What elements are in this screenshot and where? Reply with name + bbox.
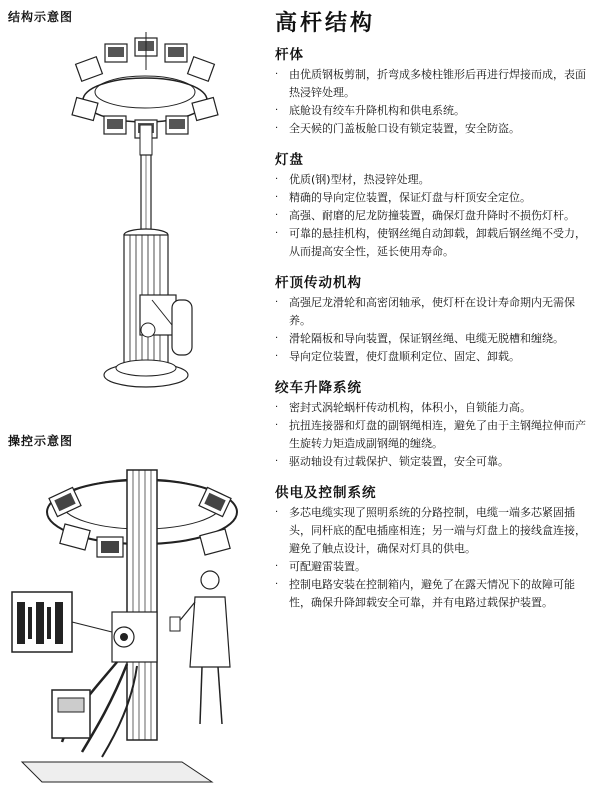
bullet-icon: · bbox=[275, 420, 279, 431]
list-item: · 密封式涡轮蜗杆传动机构，体积小，自锁能力高。 bbox=[275, 399, 595, 417]
operation-diagram bbox=[2, 452, 264, 797]
text-column bbox=[275, 6, 595, 622]
list-item: · 抗扭连接器和灯盘的副钢绳相连，避免了由于主钢绳拉伸而产生旋转力矩造成副钢绳的缠绕。 bbox=[275, 417, 595, 453]
list-item: · 多芯电缆实现了照明系统的分路控制，电缆一端多芯紧固插头，同杆底的配电插座相连；另一端与灯盘上的接线盒连接，避免了触点设计，确保对灯具的供电。 bbox=[275, 504, 595, 558]
bullet-icon: · bbox=[275, 210, 279, 221]
list-item: · 可靠的悬挂机构，使钢丝绳自动卸载，卸载后钢丝绳不受力，从而提高安全性，延长使用寿命。 bbox=[275, 225, 595, 261]
page-title: 高杆结构 bbox=[275, 11, 376, 36]
bullet-icon: · bbox=[275, 402, 279, 413]
list-item: · 滑轮隔板和导向装置，保证钢丝绳、电缆无脱槽和缠绕。 bbox=[275, 330, 595, 348]
structure-diagram bbox=[60, 30, 260, 400]
bullet-icon: · bbox=[275, 561, 279, 572]
section-heading: 供电及控制系统 bbox=[275, 485, 377, 501]
bullet-icon: · bbox=[275, 579, 279, 590]
illustration-column bbox=[0, 0, 265, 800]
section-pole-body bbox=[275, 43, 595, 138]
bullet-icon: · bbox=[275, 456, 279, 467]
section-winch-system bbox=[275, 376, 595, 471]
section-heading: 灯盘 bbox=[275, 152, 304, 168]
bullet-icon: · bbox=[275, 507, 279, 518]
section-heading: 杆体 bbox=[275, 47, 304, 63]
structure-diagram-label: 结构示意图 bbox=[8, 10, 74, 24]
section-heading: 杆顶传动机构 bbox=[275, 275, 362, 291]
bullet-icon: · bbox=[275, 123, 279, 134]
list-item: · 全天候的门盖板舱口设有锁定装置，安全防盗。 bbox=[275, 120, 595, 138]
bullet-icon: · bbox=[275, 333, 279, 344]
list-item: · 驱动轴设有过载保护、锁定装置，安全可靠。 bbox=[275, 453, 595, 471]
bullet-icon: · bbox=[275, 69, 279, 80]
list-item: · 底舱设有绞车升降机构和供电系统。 bbox=[275, 102, 595, 120]
list-item: · 可配避雷装置。 bbox=[275, 558, 595, 576]
list-item: · 高强、耐磨的尼龙防撞装置，确保灯盘升降时不损伤灯杆。 bbox=[275, 207, 595, 225]
list-item: · 导向定位装置，使灯盘顺利定位、固定、卸载。 bbox=[275, 348, 595, 366]
operation-diagram-label: 操控示意图 bbox=[8, 434, 74, 448]
list-item: · 精确的导向定位装置，保证灯盘与杆顶安全定位。 bbox=[275, 189, 595, 207]
list-item: · 控制电路安装在控制箱内，避免了在露天情况下的故障可能性，确保升降卸载安全可靠，并有电路过载保护装置。 bbox=[275, 576, 595, 612]
bullet-icon: · bbox=[275, 192, 279, 203]
bullet-icon: · bbox=[275, 105, 279, 116]
section-top-transmission bbox=[275, 271, 595, 366]
list-item: · 高强尼龙滑轮和高密闭轴承，使灯杆在设计寿命期内无需保养。 bbox=[275, 294, 595, 330]
bullet-icon: · bbox=[275, 174, 279, 185]
list-item: · 优质(钢)型材，热浸锌处理。 bbox=[275, 171, 595, 189]
bullet-icon: · bbox=[275, 351, 279, 362]
section-heading: 绞车升降系统 bbox=[275, 380, 362, 396]
list-item: · 由优质钢板剪制，折弯成多棱柱锥形后再进行焊接而成，表面热浸锌处理。 bbox=[275, 66, 595, 102]
section-power-control bbox=[275, 481, 595, 612]
section-lamp-panel bbox=[275, 148, 595, 261]
bullet-icon: · bbox=[275, 228, 279, 239]
bullet-icon: · bbox=[275, 297, 279, 308]
